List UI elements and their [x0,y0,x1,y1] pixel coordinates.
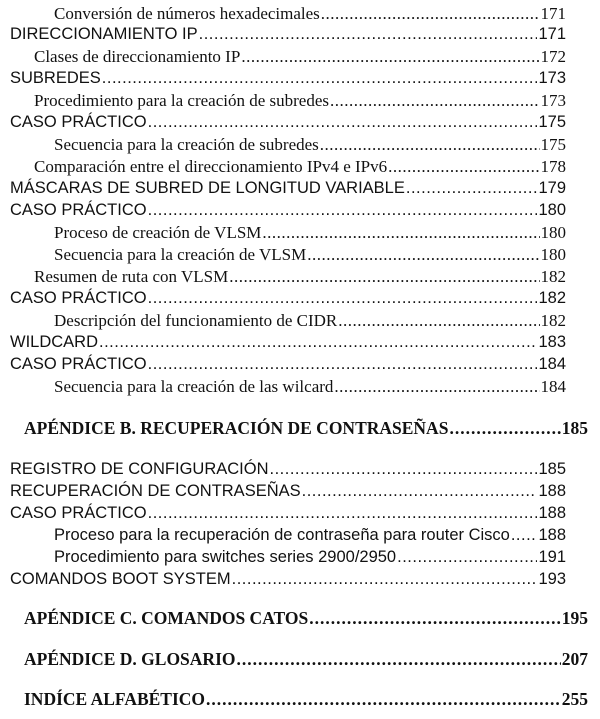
index-heading-title: INDÍCE ALFABÉTICO [24,689,206,709]
toc-entry-title: COMANDOS BOOT SYSTEM [10,570,231,588]
toc-entry[interactable] [10,460,566,479]
dot-leader [206,689,561,710]
toc-entry-title: Clases de direccionamiento IP [34,47,241,66]
toc-entry-page: 188 [538,482,566,500]
toc-entry[interactable] [10,504,566,523]
toc-entry[interactable] [54,223,566,243]
toc-entry-page: 178 [540,157,566,176]
toc-entry[interactable] [54,311,566,331]
toc-entry-title: Secuencia para la creación de subredes [54,135,319,154]
toc-entry-title: MÁSCARAS DE SUBRED DE LONGITUD VARIABLE [10,179,405,197]
dot-leader [237,649,561,670]
toc-entry-title: Procedimiento para switches series 2900/2950 [54,548,397,566]
appendix-heading-page: 195 [561,608,588,628]
dot-leader [262,223,539,243]
dot-leader [148,201,538,220]
toc-entry[interactable] [10,25,566,44]
dot-leader [148,355,538,374]
dot-leader [321,4,540,24]
toc-entry[interactable] [54,548,566,567]
toc-entry-page: 171 [538,25,566,43]
toc-entry-page: 184 [540,377,566,396]
toc-entry[interactable] [10,355,566,374]
toc-entry-title: CASO PRÁCTICO [10,504,147,522]
dot-leader [397,548,537,567]
toc-entry[interactable] [54,245,566,265]
toc-entry-page: 173 [540,91,566,110]
toc-entry-title: CASO PRÁCTICO [10,289,147,307]
toc-entry-title: REGISTRO DE CONFIGURACIÓN [10,460,269,478]
toc-entry-title: Secuencia para la creación de las wilcard [54,377,334,396]
toc-entry-title: CASO PRÁCTICO [10,113,147,131]
dot-leader [102,69,538,88]
appendix-heading-page: 185 [561,418,588,438]
toc-entry-title: SUBREDES [10,69,101,87]
toc-entry[interactable] [34,91,566,111]
appendix-heading-title: APÉNDICE C. COMANDOS CATOS [24,608,309,628]
dot-leader [199,25,538,44]
appendix-heading-title: APÉNDICE B. RECUPERACIÓN DE CONTRASEÑAS [24,418,449,438]
appendix-heading[interactable] [24,418,588,439]
toc-entry[interactable] [10,179,566,198]
dot-leader [241,47,539,67]
dot-leader [388,157,539,177]
toc-entry-page: 193 [538,570,566,588]
dot-leader [338,311,539,331]
toc-entry-page: 182 [540,311,566,330]
dot-leader [330,91,539,111]
toc-entry[interactable] [34,267,566,287]
dot-leader [229,267,539,287]
dot-leader [232,570,538,589]
toc-entry-page: 184 [538,355,566,373]
toc-entry-title: Conversión de números hexadecimales [54,4,320,23]
index-heading-page: 255 [561,689,588,709]
toc-entry-page: 182 [538,289,566,307]
toc-entry[interactable] [34,47,566,67]
toc-entry-page: 173 [538,69,566,87]
dot-leader [148,504,538,523]
toc-entry-title: CASO PRÁCTICO [10,355,147,373]
toc-entry[interactable] [54,4,566,24]
toc-entry-title: Resumen de ruta con VLSM [34,267,229,286]
dot-leader [148,289,538,308]
dot-leader [270,460,538,479]
toc-entry[interactable] [10,113,566,132]
dot-leader [309,608,561,629]
toc-entry-page: 175 [538,113,566,131]
dot-leader [99,333,537,352]
toc-entry[interactable] [10,482,566,501]
dot-leader [449,418,560,439]
toc-entry-page: 185 [538,460,566,478]
toc-entry-page: 171 [540,4,566,23]
appendix-heading-title: APÉNDICE D. GLOSARIO [24,649,236,669]
toc-entry-title: Comparación entre el direccionamiento IPv4 e IPv6 [34,157,388,176]
toc-entry-title: Procedimiento para la creación de subredes [34,91,330,110]
dot-leader [511,526,538,545]
toc-entry[interactable] [10,289,566,308]
toc-entry[interactable] [10,570,566,589]
dot-leader [307,245,539,265]
toc-entry-page: 175 [540,135,566,154]
appendix-heading[interactable] [24,608,588,629]
dot-leader [302,482,538,501]
toc-entry-title: WILDCARD [10,333,99,351]
toc-entry-page: 180 [540,245,566,264]
appendix-heading[interactable] [24,649,588,670]
toc-entry-title: RECUPERACIÓN DE CONTRASEÑAS [10,482,301,500]
dot-leader [334,377,539,397]
dot-leader [320,135,540,155]
toc-entry-title: Secuencia para la creación de VLSM [54,245,307,264]
toc-entry-page: 180 [540,223,566,242]
toc-entry-page: 172 [540,47,566,66]
toc-entry-title: Proceso de creación de VLSM [54,223,262,242]
dot-leader [406,179,538,198]
toc-entry-title: Proceso para la recuperación de contraseña para router Cisco [54,526,510,544]
dot-leader [148,113,538,132]
index-heading[interactable] [24,689,588,710]
toc-entry-title: CASO PRÁCTICO [10,201,147,219]
toc-entry[interactable] [34,157,566,177]
toc-entry[interactable] [10,69,566,88]
toc-entry-page: 191 [538,548,566,566]
toc-entry-page: 180 [538,201,566,219]
toc-entry-page: 179 [538,179,566,197]
toc-entry[interactable] [54,135,566,155]
toc-entry-title: Descripción del funcionamiento de CIDR [54,311,338,330]
toc-entry-title: DIRECCIONAMIENTO IP [10,25,198,43]
toc-entry-page: 188 [538,526,566,544]
appendix-heading-page: 207 [561,649,588,669]
toc-entry[interactable] [54,526,566,545]
toc-entry[interactable] [10,333,566,352]
toc-entry-page: 188 [538,504,566,522]
toc-entry[interactable] [10,201,566,220]
toc-entry[interactable] [54,377,566,397]
toc-entry-page: 183 [538,333,566,351]
toc-entry-page: 182 [540,267,566,286]
